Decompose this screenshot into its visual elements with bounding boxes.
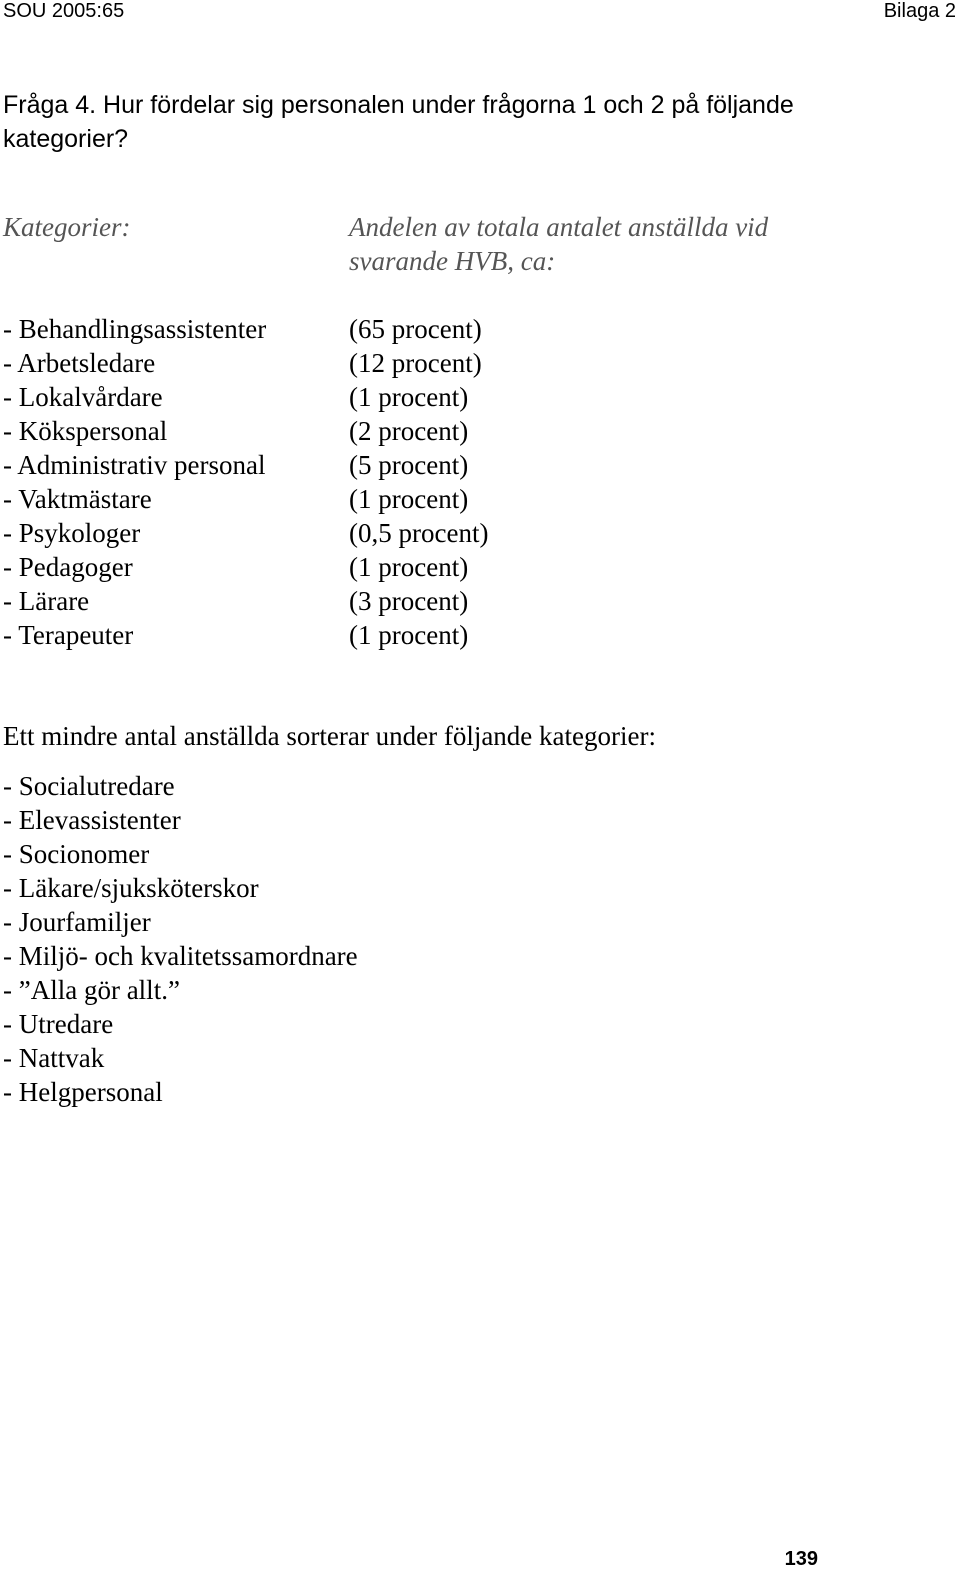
list-item: - Socionomer	[3, 839, 150, 869]
table-row	[3, 550, 488, 584]
category-share: (5 procent)	[349, 450, 469, 480]
minor-categories-intro: Ett mindre antal anställda sorterar under följande kategorier:	[3, 721, 656, 751]
column-header-categories: Kategorier:	[3, 212, 131, 242]
list-item: - Nattvak	[3, 1043, 105, 1073]
table-row	[3, 448, 488, 482]
category-share: (0,5 procent)	[349, 518, 489, 548]
page-number: 139	[784, 1548, 818, 1570]
category-label: - Kökspersonal	[3, 416, 168, 446]
table-row	[3, 584, 488, 618]
category-label: - Behandlingsassistenter	[3, 314, 267, 344]
table-row	[3, 312, 488, 346]
category-share: (1 procent)	[349, 620, 469, 650]
category-label: - Terapeuter	[3, 620, 134, 650]
table-row	[3, 618, 488, 652]
category-share: (12 procent)	[349, 348, 482, 378]
table-row	[3, 380, 488, 414]
running-header-right: Bilaga 2	[883, 0, 956, 22]
list-item: - Utredare	[3, 1009, 114, 1039]
category-label: - Lärare	[3, 586, 90, 616]
table-row	[3, 414, 488, 448]
list-item: - Socialutredare	[3, 771, 175, 801]
column-header-share: Andelen av totala antalet anställda vid svarande HVB, ca:	[349, 212, 769, 276]
table-row	[3, 346, 488, 380]
category-share: (65 procent)	[349, 314, 482, 344]
category-label: - Arbetsledare	[3, 348, 156, 378]
table-row	[3, 516, 488, 550]
category-share: (3 procent)	[349, 586, 469, 616]
category-label: - Pedagoger	[3, 552, 133, 582]
list-item: - Miljö- och kvalitetssamordnare	[3, 941, 358, 971]
category-share: (2 procent)	[349, 416, 469, 446]
category-share: (1 procent)	[349, 382, 469, 412]
category-label: - Psykologer	[3, 518, 141, 548]
minor-categories-list	[3, 769, 358, 1109]
list-item: - Elevassistenter	[3, 805, 181, 835]
category-share: (1 procent)	[349, 484, 469, 514]
category-label: - Lokalvårdare	[3, 382, 163, 412]
list-item: - Läkare/sjuksköterskor	[3, 873, 259, 903]
list-item: - ”Alla gör allt.”	[3, 975, 180, 1005]
table-row	[3, 482, 488, 516]
staff-category-table	[3, 312, 488, 652]
category-label: - Administrativ personal	[3, 450, 266, 480]
question-heading: Fråga 4. Hur fördelar sig personalen under frågorna 1 och 2 på följande kategorier?	[3, 91, 794, 153]
category-label: - Vaktmästare	[3, 484, 152, 514]
list-item: - Helgpersonal	[3, 1077, 163, 1107]
list-item: - Jourfamiljer	[3, 907, 151, 937]
category-share: (1 procent)	[349, 552, 469, 582]
running-header-left: SOU 2005:65	[3, 0, 125, 22]
